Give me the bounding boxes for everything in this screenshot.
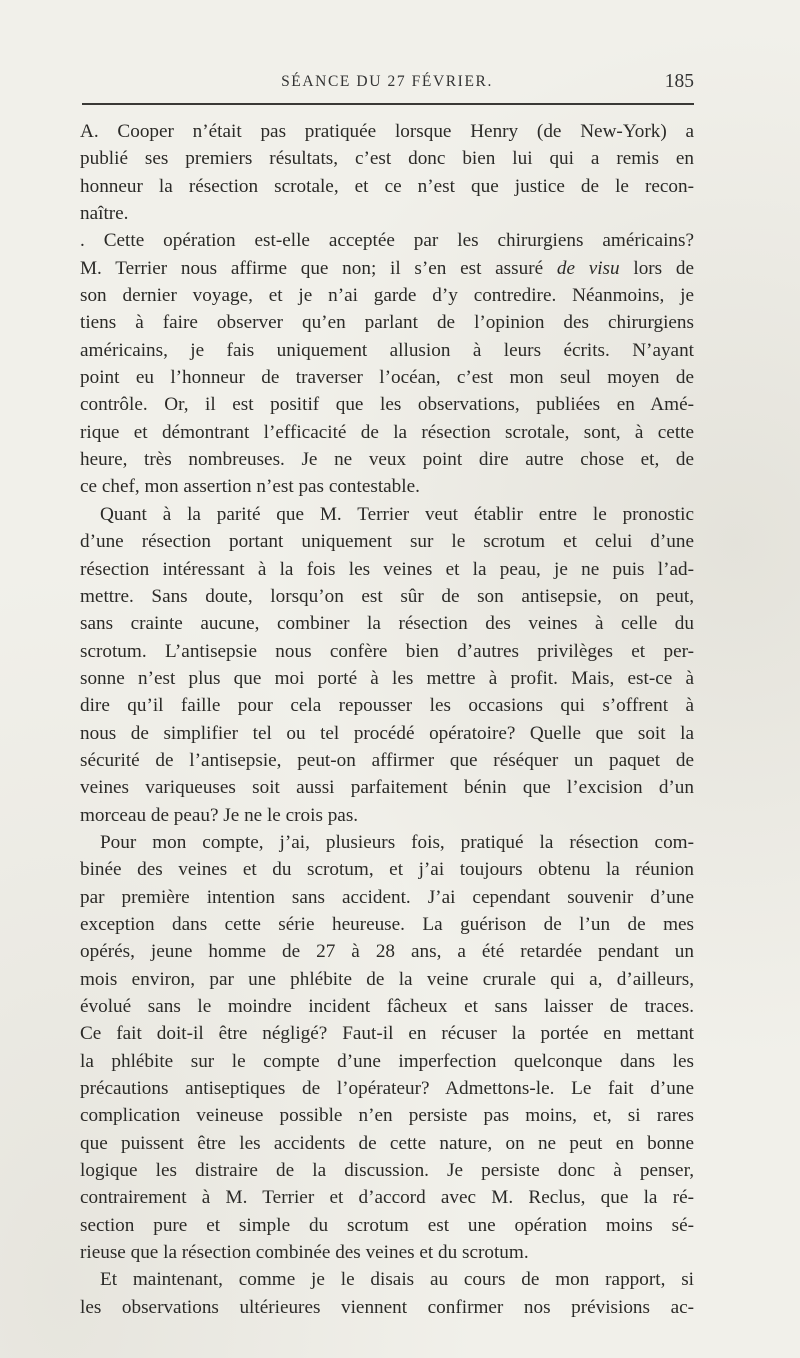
text-line: . Cette opération est-elle acceptée par les chirurgiens américains? <box>80 230 694 252</box>
text-line: Quant à la parité que M. Terrier veut établir entre le pronostic <box>100 503 694 525</box>
text-line: A. Cooper n’était pas pratiquée lorsque Henry (de New-York) a <box>80 121 694 142</box>
text-line: opérés, jeune homme de 27 à 28 ans, a été retardée pendant un <box>80 941 694 963</box>
text-line: honneur la résection scrotale, et ce n’est que justice de le recon- <box>80 175 694 197</box>
text-line: tiens à faire observer qu’en parlant de l’opinion des chirurgiens <box>80 312 694 334</box>
text-line: dire qu’il faille pour cela repousser les occasions qui s’offrent à <box>80 695 694 717</box>
text-line: précautions antiseptiques de l’opérateur? Admettons-le. Le fait d’une <box>80 1078 694 1100</box>
text-line: sonne n’est plus que moi porté à les mettre à profit. Mais, est-ce à <box>80 667 694 689</box>
text-line: Ce fait doit-il être négligé? Faut-il en récuser la portée en mettant <box>80 1023 694 1045</box>
body-text <box>80 118 694 1321</box>
text-line: complication veineuse possible n’en persiste pas moins, et, si rares <box>80 1105 694 1127</box>
italic-phrase: de visu <box>556 257 620 279</box>
text-line: d’une résection portant uniquement sur le scrotum et celui d’une <box>80 531 694 553</box>
text-line: ce chef, mon assertion n’est pas contestable. <box>80 476 420 498</box>
text-line: nous de simplifier tel ou tel procédé opératoire? Quelle que soit la <box>80 722 694 744</box>
text-line: rique et démontrant l’efficacité de la résection scrotale, sont, à cette <box>80 421 694 443</box>
text-line: son dernier voyage, et je n’ai garde d’y contredire. Néanmoins, je <box>80 285 694 307</box>
running-title: SÉANCE DU 27 FÉVRIER. <box>281 73 493 90</box>
text-line: scrotum. L’antisepsie nous confère bien d’autres privilèges et per- <box>80 640 694 662</box>
text-line: binée des veines et du scrotum, et j’ai toujours obtenu la réunion <box>80 859 694 881</box>
header-rule <box>82 103 694 105</box>
text-line: exception dans cette série heureuse. La guérison de l’un de mes <box>80 913 694 935</box>
text-line: veines variqueuses soit aussi parfaitement bénin que l’excision d’un <box>80 777 694 799</box>
text-line: rieuse que la résection combinée des veines et du scrotum. <box>80 1242 529 1264</box>
text-line: M. Terrier nous affirme que non; il s’en est assuré de visu lors de <box>80 257 694 279</box>
text-line: publié ses premiers résultats, c’est donc bien lui qui a remis en <box>80 148 694 170</box>
page-number: 185 <box>664 71 694 92</box>
text-line: Et maintenant, comme je le disais au cours de mon rapport, si <box>100 1269 694 1291</box>
text-line: les observations ultérieures viennent confirmer nos prévisions ac- <box>80 1296 694 1318</box>
text-line: contrôle. Or, il est positif que les observations, publiées en Amé- <box>80 394 694 416</box>
text-line: morceau de peau? Je ne le crois pas. <box>80 804 359 826</box>
text-line: section pure et simple du scrotum est une opération moins sé- <box>80 1214 694 1236</box>
text-line: la phlébite sur le compte d’une imperfection quelconque dans les <box>80 1050 694 1072</box>
text-line: mois environ, par une phlébite de la veine crurale qui a, d’ailleurs, <box>80 968 694 990</box>
page-header <box>80 73 694 101</box>
text-line: résection intéressant à la fois les veines et la peau, je ne puis l’ad- <box>80 558 694 580</box>
text-line: sans crainte aucune, combiner la résection des veines à celle du <box>80 613 694 635</box>
text-line: par première intention sans accident. J’ai cependant souvenir d’une <box>80 886 694 908</box>
text-line: que puissent être les accidents de cette nature, on ne peut en bonne <box>80 1132 694 1154</box>
text-line: contrairement à M. Terrier et d’accord avec M. Reclus, que la ré- <box>80 1187 694 1209</box>
text-line: sécurité de l’antisepsie, peut-on affirmer que réséquer un paquet de <box>80 749 694 771</box>
text-line: heure, très nombreuses. Je ne veux point dire autre chose et, de <box>80 449 694 471</box>
text-line: mettre. Sans doute, lorsqu’on est sûr de son antisepsie, on peut, <box>80 585 694 607</box>
text-line: évolué sans le moindre incident fâcheux et sans laisser de traces. <box>80 996 694 1017</box>
text-line: américains, je fais uniquement allusion à leurs écrits. N’ayant <box>80 339 694 361</box>
text-line: logique les distraire de la discussion. Je persiste donc à penser, <box>80 1160 694 1182</box>
text-line: Pour mon compte, j’ai, plusieurs fois, pratiqué la résection com- <box>100 831 694 853</box>
text-line: naître. <box>80 203 129 225</box>
text-line: point eu l’honneur de traverser l’océan, c’est mon seul moyen de <box>80 367 694 389</box>
